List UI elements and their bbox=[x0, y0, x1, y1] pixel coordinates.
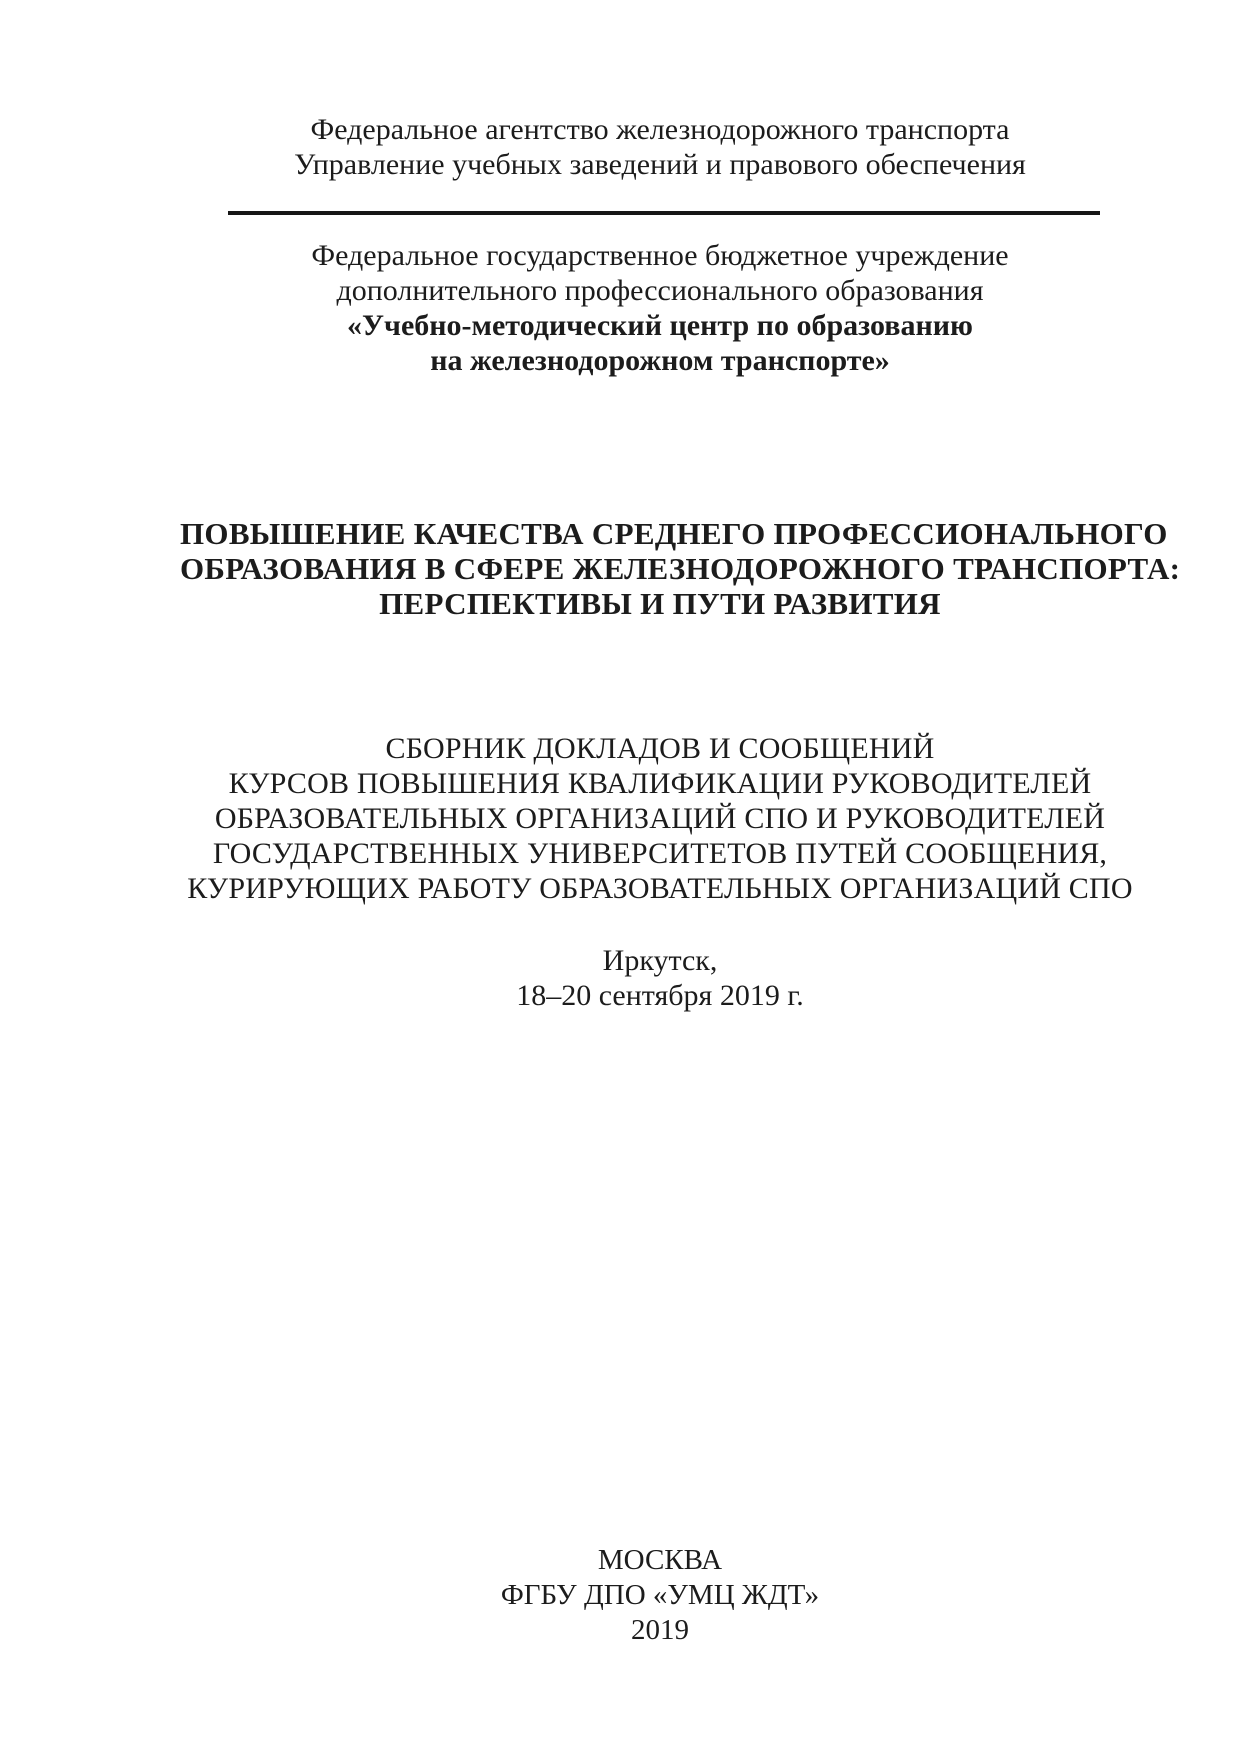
subtitle-line: СБОРНИК ДОКЛАДОВ И СООБЩЕНИЙ bbox=[385, 732, 935, 765]
event-date: 18–20 сентября 2019 г. bbox=[516, 979, 804, 1012]
main-title-line: ПОВЫШЕНИЕ КАЧЕСТВА СРЕДНЕГО ПРОФЕССИОНАЛЬНОГО bbox=[180, 516, 1168, 551]
institution-block bbox=[180, 238, 1140, 378]
event-place: Иркутск, bbox=[602, 944, 718, 977]
main-title bbox=[180, 516, 1181, 621]
subtitle-line: ОБРАЗОВАТЕЛЬНЫХ ОРГАНИЗАЦИЙ СПО И РУКОВОДИТЕЛЕЙ bbox=[214, 802, 1106, 835]
subtitle-line: КУРИРУЮЩИХ РАБОТУ ОБРАЗОВАТЕЛЬНЫХ ОРГАНИЗАЦИЙ СПО bbox=[187, 872, 1133, 905]
department-name: Управление учебных заведений и правового обеспечения bbox=[294, 148, 1026, 181]
main-title-line: ПЕРСПЕКТИВЫ И ПУТИ РАЗВИТИЯ bbox=[379, 586, 941, 621]
subtitle-line: ГОСУДАРСТВЕННЫХ УНИВЕРСИТЕТОВ ПУТЕЙ СООБЩЕНИЯ, bbox=[212, 837, 1108, 870]
subtitle-block bbox=[180, 731, 1140, 906]
imprint-block bbox=[180, 1543, 1140, 1648]
agency-header bbox=[180, 112, 1140, 182]
institution-name-line: «Учебно-методический центр по образованию bbox=[347, 309, 973, 342]
main-title-line: ОБРАЗОВАНИЯ В СФЕРЕ ЖЕЛЕЗНОДОРОЖНОГО ТРАНСПОРТА: bbox=[180, 551, 1181, 586]
institution-line: дополнительного профессионального образования bbox=[336, 274, 984, 307]
institution-name-line: на железнодорожном транспорте» bbox=[430, 344, 890, 377]
event-block bbox=[180, 943, 1140, 1013]
imprint-publisher: ФГБУ ДПО «УМЦ ЖДТ» bbox=[500, 1579, 820, 1611]
institution-line: Федеральное государственное бюджетное учреждение bbox=[311, 239, 1009, 272]
divider-rule bbox=[228, 211, 1100, 215]
imprint-year: 2019 bbox=[631, 1614, 689, 1646]
subtitle-line: КУРСОВ ПОВЫШЕНИЯ КВАЛИФИКАЦИИ РУКОВОДИТЕЛЕЙ bbox=[228, 767, 1092, 800]
agency-name: Федеральное агентство железнодорожного транспорта bbox=[310, 113, 1010, 146]
imprint-city: МОСКВА bbox=[597, 1544, 723, 1576]
